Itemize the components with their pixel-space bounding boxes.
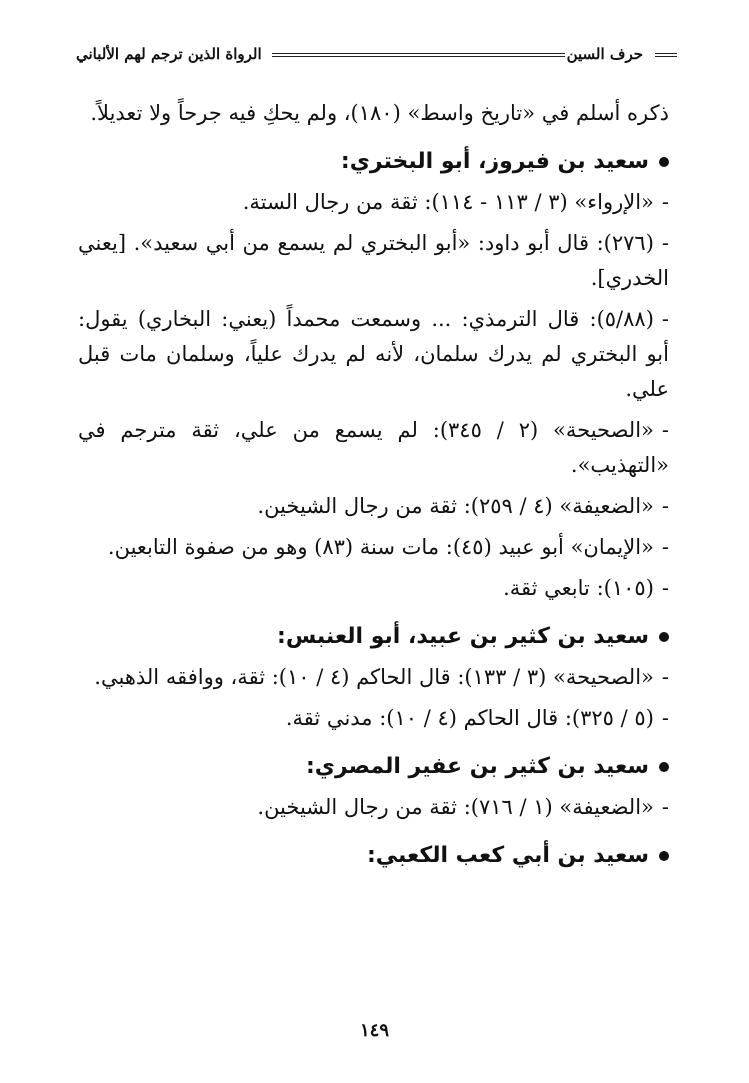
page-number: ١٤٩ bbox=[359, 1020, 389, 1041]
entry-name: سعيد بن فيروز، أبو البختري: bbox=[340, 149, 649, 174]
list-item: -«الصحيحة» (٣ / ١٣٣): قال الحاكم (٤ / ١٠): ثقة، ووافقه الذهبي. bbox=[94, 665, 669, 689]
intro-paragraph: ذكره أسلم في «تاريخ واسط» (١٨٠)، ولم يحكِ فيه جرحاً ولا تعديلاً. bbox=[90, 101, 669, 125]
entry-heading bbox=[78, 748, 669, 786]
list-item: -«الإرواء» (٣ / ١١٣ - ١١٤): ثقة من رجال الستة. bbox=[242, 190, 669, 214]
bullet-icon bbox=[659, 851, 669, 861]
list-item: -(٢٧٦): قال أبو داود: «أبو البختري لم يسمع من أبي سعيد». [يعني الخدري]. bbox=[78, 231, 669, 290]
page-body bbox=[78, 96, 669, 879]
bullet-icon bbox=[659, 157, 669, 167]
list-item: -(٥/٨٨): قال الترمذي: ... وسمعت محمداً (يعني: البخاري) يقول: أبو البختري لم يدرك سلمان، لأنه لم يدرك علياً، وسلمان مات قبل علي. bbox=[78, 307, 669, 401]
book-title: الرواة الذين ترجم لهم الألباني bbox=[72, 44, 266, 64]
header-rule-right bbox=[655, 53, 677, 57]
bullet-icon bbox=[659, 762, 669, 772]
list-item: -(١٠٥): تابعي ثقة. bbox=[503, 576, 669, 600]
entry-name: سعيد بن كثير بن عفير المصري: bbox=[306, 754, 649, 779]
entry-name: سعيد بن أبي كعب الكعبي: bbox=[366, 843, 649, 868]
chapter-title: حرف السين bbox=[563, 44, 647, 64]
entry-heading bbox=[78, 143, 669, 181]
running-header bbox=[72, 44, 677, 74]
entry-heading bbox=[78, 837, 669, 875]
list-item: -«الصحيحة» (٢ / ٣٤٥): لم يسمع من علي، ثقة مترجم في «التهذيب». bbox=[78, 418, 670, 477]
list-item: -(٥ / ٣٢٥): قال الحاكم (٤ / ١٠): مدني ثقة. bbox=[285, 706, 669, 730]
entry-name: سعيد بن كثير بن عبيد، أبو العنبس: bbox=[277, 624, 649, 649]
header-rule bbox=[272, 53, 565, 57]
list-item: -«الضعيفة» (١ / ٧١٦): ثقة من رجال الشيخين. bbox=[257, 795, 669, 819]
entry-heading bbox=[78, 618, 669, 656]
bullet-icon bbox=[659, 632, 669, 642]
list-item: -«الضعيفة» (٤ / ٢٥٩): ثقة من رجال الشيخين. bbox=[257, 494, 669, 518]
list-item: -«الإيمان» أبو عبيد (٤٥): مات سنة (٨٣) وهو من صفوة التابعين. bbox=[107, 535, 669, 559]
